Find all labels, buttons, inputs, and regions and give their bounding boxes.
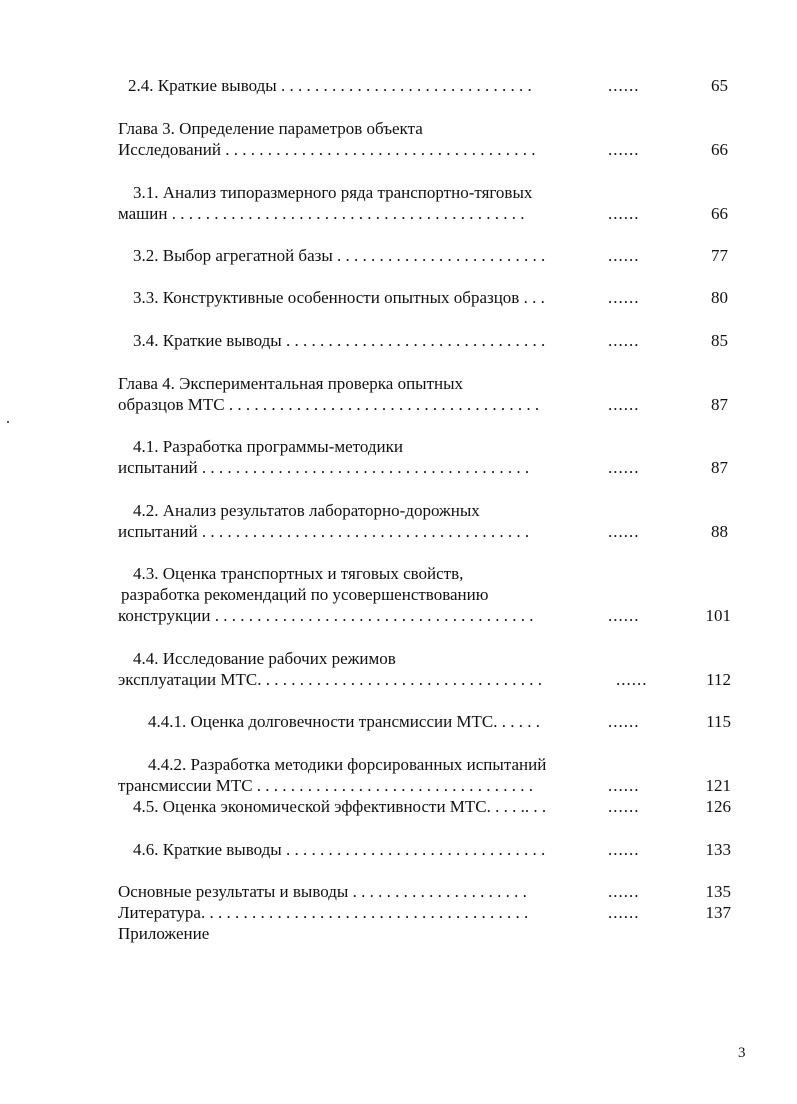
toc-entry-4-4-2-cont: трансмиссии МТС . . . . . . . . . . . . . . . . . . . . . . . . . . . . . . . . .	[118, 776, 534, 795]
toc-leader: ......	[608, 840, 640, 859]
toc-entry-4-4-2: 4.4.2. Разработка методики форсированных испытаний	[148, 755, 547, 774]
toc-leader: ......	[608, 522, 640, 541]
toc-page-number: 112	[706, 670, 731, 689]
toc-page-number: 126	[705, 797, 731, 816]
toc-page-number: 88	[711, 522, 728, 541]
toc-leader: ......	[608, 140, 640, 159]
toc-leader: ......	[616, 670, 648, 689]
toc-leader: ......	[608, 246, 640, 265]
toc-page-number: 66	[711, 204, 728, 223]
toc-entry-4-5: 4.5. Оценка экономической эффективности МТС. . . . .. . .	[133, 797, 547, 816]
toc-page-number: 80	[711, 288, 728, 307]
toc-entry-4-3-cont2: конструкции . . . . . . . . . . . . . . . . . . . . . . . . . . . . . . . . . . . . . .	[118, 606, 534, 625]
toc-entry-4-4: 4.4. Исследование рабочих режимов	[133, 649, 396, 668]
toc-page-number: 87	[711, 458, 728, 477]
toc-entry-4-2-cont: испытаний . . . . . . . . . . . . . . . . . . . . . . . . . . . . . . . . . . . . . . .	[118, 522, 530, 541]
scan-speck	[7, 421, 9, 423]
toc-entry-2-4: 2.4. Краткие выводы . . . . . . . . . . . . . . . . . . . . . . . . . . . . . .	[128, 76, 532, 95]
toc-entry-3-2: 3.2. Выбор агрегатной базы . . . . . . . . . . . . . . . . . . . . . . . . .	[133, 246, 546, 265]
toc-page-number: 133	[705, 840, 731, 859]
toc-page-number: 85	[711, 331, 728, 350]
toc-page-number: 65	[711, 76, 728, 95]
toc-entry-4-4-cont: эксплуатации МТС. . . . . . . . . . . . . . . . . . . . . . . . . . . . . . . . . .	[118, 670, 542, 689]
toc-page-number: 115	[706, 712, 731, 731]
toc-leader: ......	[608, 903, 640, 922]
toc-leader: ......	[608, 776, 640, 795]
toc-leader: ......	[608, 288, 640, 307]
toc-leader: ......	[608, 606, 640, 625]
toc-leader: ......	[608, 395, 640, 414]
toc-entry-3-3: 3.3. Конструктивные особенности опытных образцов . . .	[133, 288, 545, 307]
toc-page-number: 121	[705, 776, 731, 795]
page-number: 3	[738, 1045, 746, 1061]
toc-leader: ......	[608, 76, 640, 95]
toc-page-number: 77	[711, 246, 728, 265]
toc-entry-4-2: 4.2. Анализ результатов лабораторно-дорожных	[133, 501, 480, 520]
toc-page-number: 66	[711, 140, 728, 159]
toc-entry-4-6: 4.6. Краткие выводы . . . . . . . . . . . . . . . . . . . . . . . . . . . . . . .	[133, 840, 546, 859]
toc-entry-4-4-1: 4.4.1. Оценка долговечности трансмиссии МТС. . . . . .	[148, 712, 541, 731]
toc-entry-4-3: 4.3. Оценка транспортных и тяговых свойств,	[133, 564, 464, 583]
toc-page-number: 137	[705, 903, 731, 922]
toc-leader: ......	[608, 458, 640, 477]
toc-entry-chapter-3: Глава 3. Определение параметров объекта	[118, 119, 423, 138]
toc-entry-chapter-4: Глава 4. Экспериментальная проверка опытных	[118, 374, 464, 393]
toc-entry-chapter-3-cont: Исследований . . . . . . . . . . . . . . . . . . . . . . . . . . . . . . . . . . . . .	[118, 140, 536, 159]
toc-entry-3-1: 3.1. Анализ типоразмерного ряда транспортно-тяговых	[133, 183, 533, 202]
toc-leader: ......	[608, 712, 640, 731]
toc-entry-appendix: Приложение	[118, 924, 210, 943]
toc-entry-chapter-4-cont: образцов МТС . . . . . . . . . . . . . . . . . . . . . . . . . . . . . . . . . . . . .	[118, 395, 540, 414]
toc-page-number: 135	[705, 882, 731, 901]
toc-entry-results: Основные результаты и выводы . . . . . . . . . . . . . . . . . . . . .	[118, 882, 527, 901]
toc-page-number: 101	[705, 606, 731, 625]
toc-entry-4-3-cont: разработка рекомендаций по усовершенствованию	[121, 585, 489, 604]
toc-entry-literature: Литература. . . . . . . . . . . . . . . . . . . . . . . . . . . . . . . . . . . . . . .	[118, 903, 529, 922]
toc-leader: ......	[608, 882, 640, 901]
toc-entry-3-4: 3.4. Краткие выводы . . . . . . . . . . . . . . . . . . . . . . . . . . . . . . .	[133, 331, 546, 350]
toc-leader: ......	[608, 797, 640, 816]
toc-entry-4-1: 4.1. Разработка программы-методики	[133, 437, 403, 456]
toc-entry-4-1-cont: испытаний . . . . . . . . . . . . . . . . . . . . . . . . . . . . . . . . . . . . . . .	[118, 458, 530, 477]
toc-page-number: 87	[711, 395, 728, 414]
toc-entry-3-1-cont: машин . . . . . . . . . . . . . . . . . . . . . . . . . . . . . . . . . . . . . . . . . .	[118, 204, 525, 223]
toc-leader: ......	[608, 204, 640, 223]
toc-leader: ......	[608, 331, 640, 350]
